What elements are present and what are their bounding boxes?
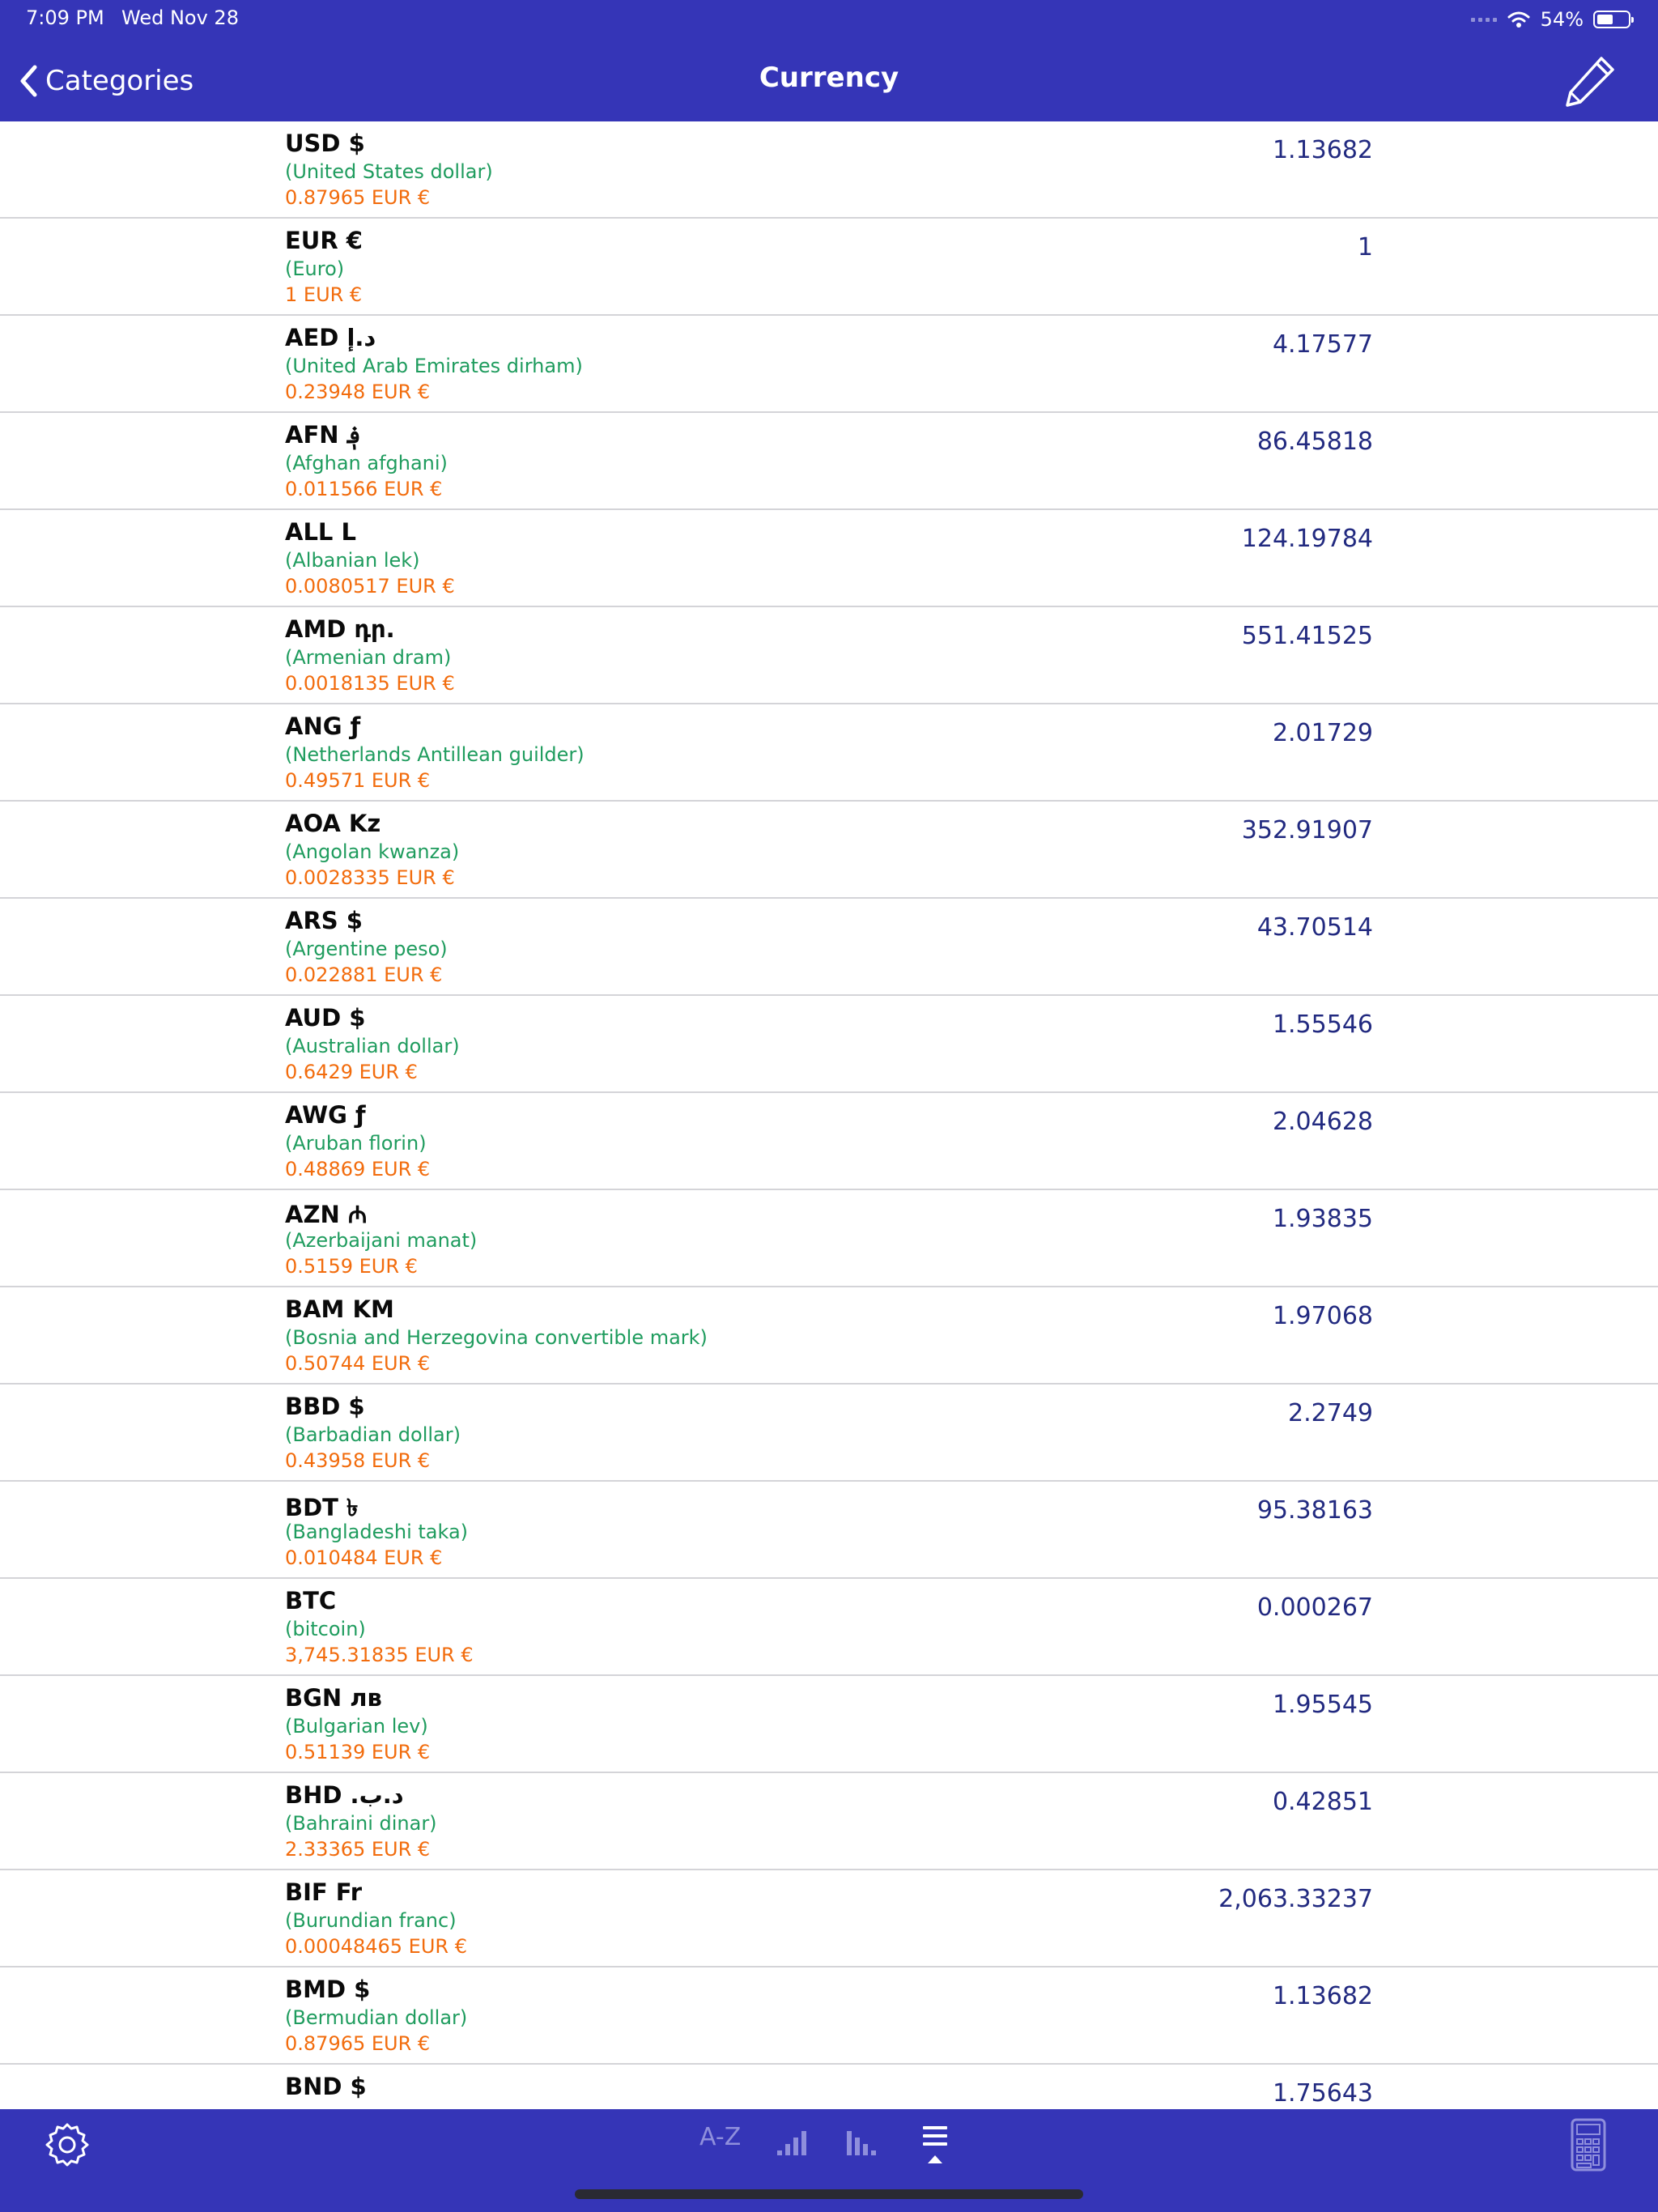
currency-code: BMD $ — [285, 1976, 371, 2003]
currency-row[interactable] — [0, 1967, 1658, 2065]
currency-row[interactable] — [0, 510, 1658, 607]
top-bar — [0, 0, 1658, 121]
settings-button[interactable] — [42, 2120, 92, 2170]
currency-row[interactable] — [0, 1190, 1658, 1287]
currency-code: BBD $ — [285, 1393, 365, 1420]
currency-row[interactable] — [0, 413, 1658, 510]
currency-code: AED د.إ — [285, 324, 376, 351]
gear-icon — [42, 2120, 92, 2170]
sort-ascending-tab[interactable] — [776, 2125, 811, 2157]
sort-ascending-icon — [776, 2125, 811, 2157]
currency-name: (Bahraini dinar) — [285, 1812, 437, 1835]
currency-row[interactable] — [0, 121, 1658, 219]
currency-name: (bitcoin) — [285, 1618, 366, 1640]
currency-name: (Albanian lek) — [285, 549, 420, 572]
currency-rate: 1.13682 — [1272, 136, 1373, 164]
currency-rate: 86.45818 — [1256, 428, 1373, 456]
currency-eur-value: 0.48869 EUR € — [285, 1158, 431, 1180]
currency-eur-value: 0.49571 EUR € — [285, 769, 431, 792]
currency-row[interactable] — [0, 316, 1658, 413]
currency-rate: 1.75643 — [1272, 2079, 1373, 2108]
currency-name: (Euro) — [285, 257, 345, 280]
status-indicators — [1471, 6, 1630, 32]
status-time: 7:09 PM — [26, 6, 104, 29]
currency-code: BND $ — [285, 2073, 367, 2100]
currency-code: ANG ƒ — [285, 713, 361, 740]
currency-eur-value: 0.23948 EUR € — [285, 381, 431, 403]
currency-rate: 1.97068 — [1272, 1302, 1373, 1330]
currency-eur-value: 0.011566 EUR € — [285, 478, 443, 500]
currency-eur-value: 0.50744 EUR € — [285, 1352, 431, 1375]
currency-rate: 0.000267 — [1256, 1593, 1373, 1622]
currency-rate: 2,063.33237 — [1218, 1885, 1373, 1913]
currency-rate: 2.2749 — [1288, 1399, 1373, 1427]
currency-row[interactable] — [0, 1093, 1658, 1190]
currency-code: BIF Fr — [285, 1878, 363, 1906]
currency-name: (Argentine peso) — [285, 938, 448, 960]
currency-code: AUD $ — [285, 1004, 366, 1032]
currency-code: EUR € — [285, 227, 363, 254]
currency-code: BAM KM — [285, 1295, 394, 1323]
currency-rate: 1.95545 — [1272, 1691, 1373, 1719]
wifi-icon — [1507, 10, 1531, 29]
currency-name: (Netherlands Antillean guilder) — [285, 743, 585, 766]
currency-eur-value: 0.43958 EUR € — [285, 1449, 431, 1472]
currency-row[interactable] — [0, 2065, 1658, 2109]
currency-code: BGN лв — [285, 1684, 382, 1712]
currency-rate: 1.93835 — [1272, 1205, 1373, 1233]
currency-code: BTC — [285, 1587, 337, 1614]
back-button-label: Categories — [45, 65, 194, 97]
currency-rate: 124.19784 — [1241, 525, 1373, 553]
page-title: Currency — [759, 62, 899, 94]
currency-row[interactable] — [0, 1870, 1658, 1967]
currency-name: (Armenian dram) — [285, 646, 452, 669]
currency-rate: 2.04628 — [1272, 1108, 1373, 1136]
currency-rate: 352.91907 — [1241, 816, 1373, 844]
currency-row[interactable] — [0, 1579, 1658, 1676]
currency-eur-value: 0.87965 EUR € — [285, 186, 431, 209]
home-indicator[interactable] — [575, 2189, 1083, 2199]
calculator-button[interactable] — [1569, 2116, 1608, 2173]
currency-row[interactable] — [0, 219, 1658, 316]
currency-name: (Barbadian dollar) — [285, 1423, 461, 1446]
currency-eur-value: 0.0080517 EUR € — [285, 575, 455, 598]
currency-list[interactable] — [0, 121, 1658, 2109]
currency-code: ARS $ — [285, 907, 363, 934]
currency-code: AOA Kz — [285, 810, 381, 837]
currency-eur-value: 3,745.31835 EUR € — [285, 1644, 474, 1666]
currency-row[interactable] — [0, 1385, 1658, 1482]
currency-row[interactable] — [0, 996, 1658, 1093]
battery-percent: 54% — [1540, 8, 1584, 31]
currency-rate: 95.38163 — [1256, 1496, 1373, 1525]
currency-code: BDT ৳ — [285, 1494, 359, 1521]
currency-rate: 0.42851 — [1272, 1788, 1373, 1816]
currency-name: (Bangladeshi taka) — [285, 1521, 469, 1543]
currency-eur-value: 0.51139 EUR € — [285, 1741, 431, 1763]
currency-name: (Australian dollar) — [285, 1035, 460, 1057]
currency-code: AWG ƒ — [285, 1101, 366, 1129]
edit-button[interactable] — [1561, 53, 1618, 110]
currency-code: BHD .د.ب — [285, 1781, 404, 1809]
currency-eur-value: 1 EUR € — [285, 283, 363, 306]
currency-name: (Azerbaijani manat) — [285, 1229, 478, 1252]
currency-name: (United States dollar) — [285, 160, 493, 183]
currency-name: (Bosnia and Herzegovina convertible mark) — [285, 1326, 708, 1349]
currency-row[interactable] — [0, 607, 1658, 704]
currency-name: (Bulgarian lev) — [285, 1715, 428, 1738]
battery-icon — [1593, 11, 1630, 28]
currency-rate: 1 — [1357, 233, 1373, 262]
currency-row[interactable] — [0, 1773, 1658, 1870]
list-view-tab[interactable] — [920, 2123, 952, 2172]
currency-name: (Burundian franc) — [285, 1909, 457, 1932]
sort-descending-tab[interactable] — [845, 2125, 881, 2157]
currency-row[interactable] — [0, 704, 1658, 802]
currency-code: AZN ₼ — [285, 1201, 368, 1228]
currency-eur-value: 0.5159 EUR € — [285, 1255, 418, 1278]
currency-rate: 2.01729 — [1272, 719, 1373, 747]
currency-eur-value: 0.0018135 EUR € — [285, 672, 455, 695]
pencil-icon — [1561, 53, 1618, 110]
status-date: Wed Nov 28 — [121, 6, 239, 29]
currency-name: (United Arab Emirates dirham) — [285, 355, 583, 377]
currency-eur-value: 0.87965 EUR € — [285, 2032, 431, 2055]
currency-eur-value: 2.33365 EUR € — [285, 1838, 431, 1861]
currency-rate: 4.17577 — [1272, 330, 1373, 359]
currency-eur-value: 0.022881 EUR € — [285, 963, 443, 986]
currency-code: ALL L — [285, 518, 356, 546]
currency-row[interactable] — [0, 1676, 1658, 1773]
currency-eur-value: 0.00048465 EUR € — [285, 1935, 467, 1958]
currency-rate: 1.13682 — [1272, 1982, 1373, 2010]
currency-row[interactable] — [0, 1482, 1658, 1579]
list-icon — [920, 2123, 952, 2172]
currency-code: USD $ — [285, 130, 365, 157]
currency-row[interactable] — [0, 802, 1658, 899]
currency-name: (Bermudian dollar) — [285, 2006, 468, 2029]
currency-code: AMD դր. — [285, 615, 395, 643]
currency-row[interactable] — [0, 899, 1658, 996]
calculator-icon — [1569, 2116, 1608, 2173]
sort-az-tab[interactable]: A-Z — [699, 2123, 742, 2151]
currency-code: AFN ؋ — [285, 421, 361, 449]
currency-eur-value: 0.010484 EUR € — [285, 1546, 443, 1569]
currency-rate: 43.70514 — [1256, 913, 1373, 942]
currency-eur-value: 0.0028335 EUR € — [285, 866, 455, 889]
currency-name: (Afghan afghani) — [285, 452, 448, 474]
currency-name: (Aruban florin) — [285, 1132, 427, 1155]
currency-name: (Angolan kwanza) — [285, 840, 460, 863]
currency-eur-value: 0.6429 EUR € — [285, 1061, 418, 1083]
signal-dots-icon — [1471, 18, 1497, 22]
sort-descending-icon — [845, 2125, 881, 2157]
currency-rate: 1.55546 — [1272, 1010, 1373, 1039]
currency-rate: 551.41525 — [1241, 622, 1373, 650]
currency-row[interactable] — [0, 1287, 1658, 1385]
